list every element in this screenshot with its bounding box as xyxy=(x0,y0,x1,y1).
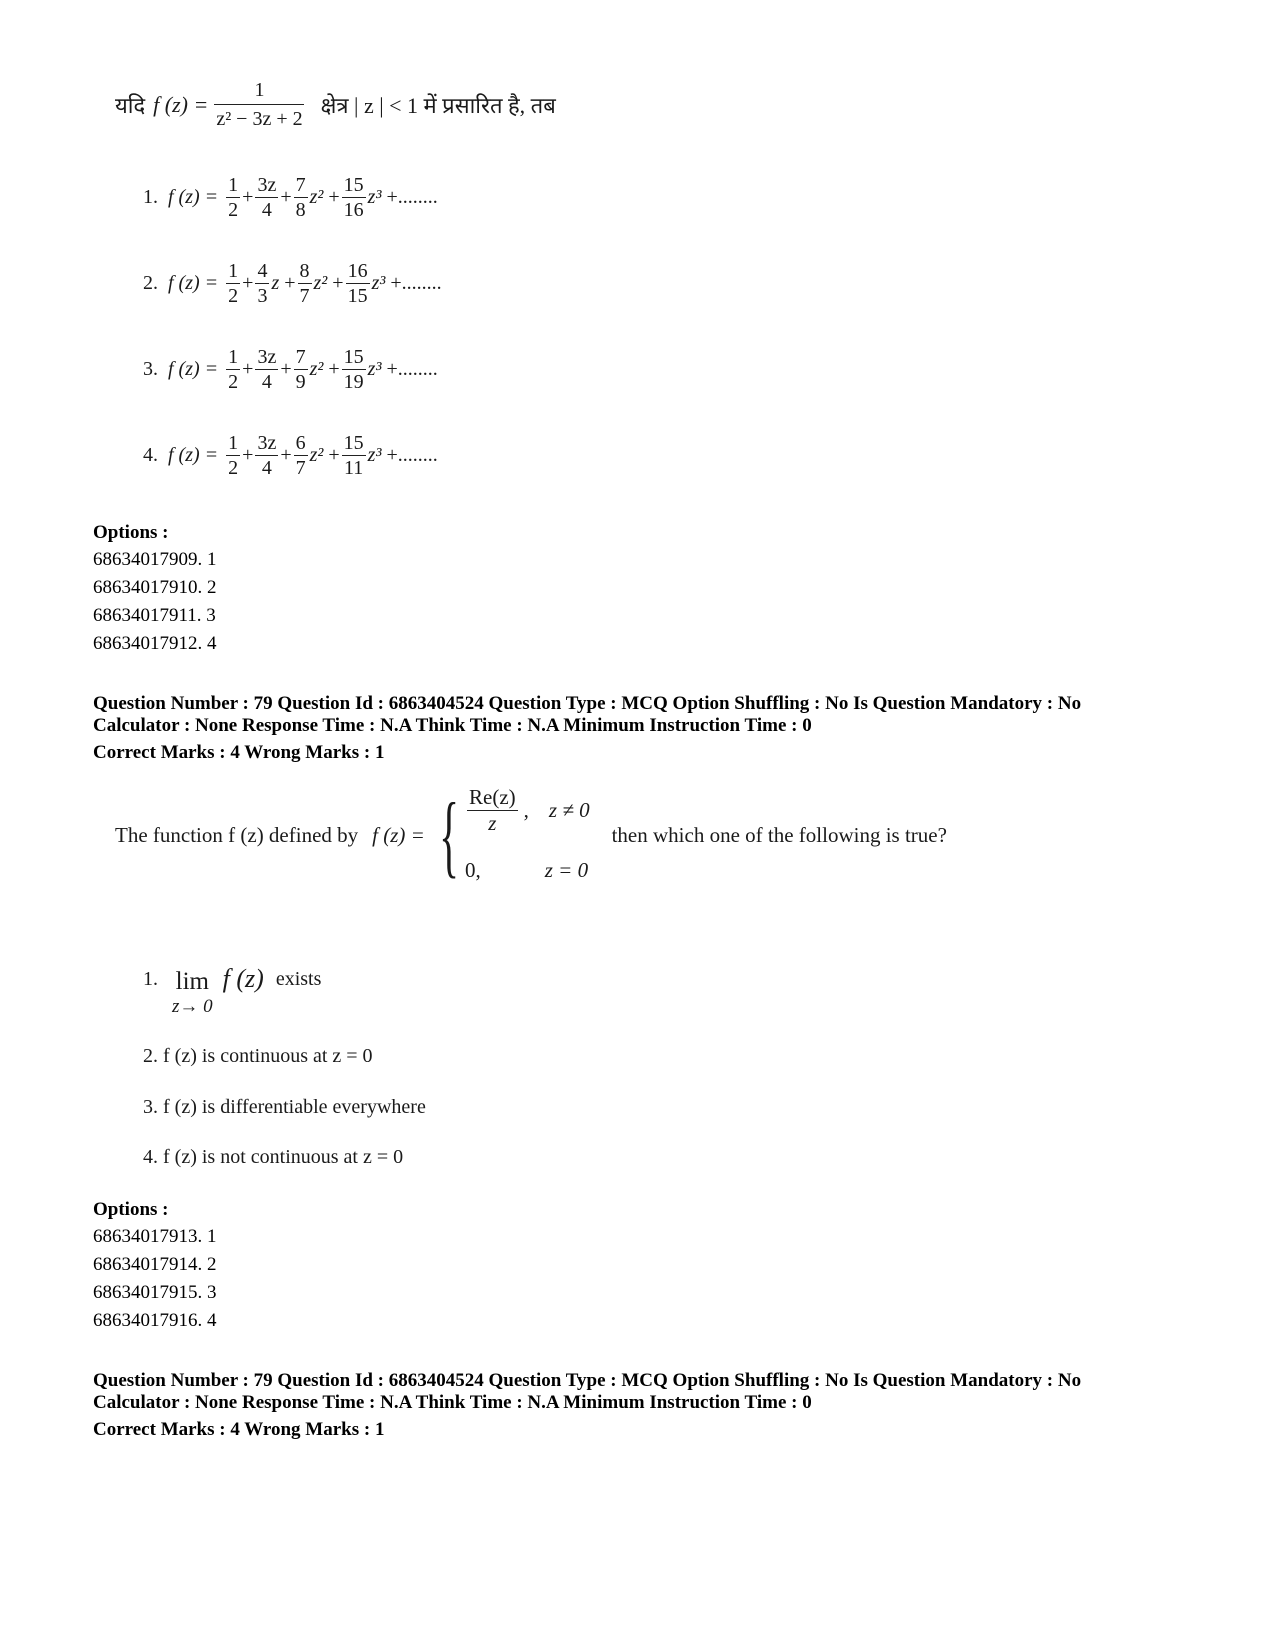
q78-options-list xyxy=(93,546,217,658)
q78-stem-fraction xyxy=(214,80,304,129)
q79-cases: $\frac{Re(z)}{z}$ , z ≠ 0 0, z = 0 xyxy=(465,785,590,882)
choice-label: 1. xyxy=(143,185,158,208)
choice-label: 3. xyxy=(143,357,158,380)
q80-meta-line2: Calculator : None Response Time : N.A Think Time : N.A Minimum Instruction Time : 0 xyxy=(93,1392,812,1413)
left-brace: { xyxy=(438,784,459,886)
q78-stem-denominator: z² − 3z + 2 xyxy=(216,108,303,130)
q79-meta-line3: Correct Marks : 4 Wrong Marks : 1 xyxy=(93,742,385,763)
q79-choice-3: 3. f (z) is differentiable everywhere xyxy=(143,1096,426,1118)
option-item[interactable]: 68634017913. 1 xyxy=(93,1226,217,1247)
q78-choice-1: 1. f (z) = $\frac{1}{2}$ + $\frac{3z}{4}$ + $\frac{7}{8}$ z² + $\frac{15}{16}$ z³ +........ xyxy=(143,173,438,221)
lim-function: f (z) xyxy=(222,964,264,993)
option-item[interactable]: 68634017916. 4 xyxy=(93,1310,217,1331)
q79-choice-2: 2. f (z) is continuous at z = 0 xyxy=(143,1045,373,1067)
q78-choice-2: 2. f (z) = $\frac{1}{2}$ + $\frac{4}{3}$ z + $\frac{8}{7}$ z² + $\frac{16}{15}$ z³ +........ xyxy=(143,259,442,307)
q78-stem-hindi-lead: यदि xyxy=(115,92,146,118)
choice-label: 1. xyxy=(143,967,158,990)
q79-case1-num: Re(z) xyxy=(469,785,516,809)
option-item[interactable]: 68634017915. 3 xyxy=(93,1282,217,1303)
lim-tail: exists xyxy=(275,967,322,990)
q79-options-list xyxy=(93,1223,217,1335)
q78-stem-hindi-tail: क्षेत्र | z | < 1 में प्रसारित है, तब xyxy=(320,92,556,118)
q79-stem-f: f (z) = xyxy=(372,822,425,847)
q79-meta-line2: Calculator : None Response Time : N.A Think Time : N.A Minimum Instruction Time : 0 xyxy=(93,715,812,736)
q78-options-heading: Options : xyxy=(93,522,169,543)
lim-subscript: z→ 0 xyxy=(172,996,213,1017)
lim-label: lim xyxy=(175,968,209,995)
q79-meta-line1: Question Number : 79 Question Id : 6863404524 Question Type : MCQ Option Shuffling : No Is Question Mandatory : No xyxy=(93,693,1082,714)
option-item[interactable]: 68634017911. 3 xyxy=(93,605,216,626)
q79-stem xyxy=(115,780,947,890)
choice-label: 4. xyxy=(143,443,158,466)
q78-stem-numerator: 1 xyxy=(214,80,304,105)
q79-case1-cond: z ≠ 0 xyxy=(548,798,590,822)
q79-case2-val: 0, xyxy=(465,858,481,882)
option-item[interactable]: 68634017910. 2 xyxy=(93,577,217,598)
q79-case2-cond: z = 0 xyxy=(544,858,589,882)
q79-choice-1 xyxy=(143,940,321,1018)
q78-stem-f: f (z) = xyxy=(153,91,209,117)
q78-choices xyxy=(143,168,442,484)
q79-stem-tail: then which one of the following is true? xyxy=(611,822,947,847)
q80-meta-line3: Correct Marks : 4 Wrong Marks : 1 xyxy=(93,1419,385,1440)
option-item[interactable]: 68634017914. 2 xyxy=(93,1254,217,1275)
q79-case1-den: z xyxy=(488,811,497,835)
option-item[interactable]: 68634017909. 1 xyxy=(93,549,217,570)
q78-stem xyxy=(115,80,556,129)
q79-options-heading: Options : xyxy=(93,1199,169,1220)
q79-choice-4: 4. f (z) is not continuous at z = 0 xyxy=(143,1146,404,1168)
q78-choice-4: 4. f (z) = $\frac{1}{2}$ + $\frac{3z}{4}$ + $\frac{6}{7}$ z² + $\frac{15}{11}$ z³ +........ xyxy=(143,431,438,479)
q78-choice-3: 3. f (z) = $\frac{1}{2}$ + $\frac{3z}{4}$ + $\frac{7}{9}$ z² + $\frac{15}{19}$ z³ +........ xyxy=(143,345,438,393)
choice-label: 2. xyxy=(143,271,158,294)
q79-stem-lead: The function f (z) defined by xyxy=(115,822,359,847)
option-item[interactable]: 68634017912. 4 xyxy=(93,633,217,654)
q80-meta-line1: Question Number : 79 Question Id : 6863404524 Question Type : MCQ Option Shuffling : No Is Question Mandatory : No xyxy=(93,1370,1082,1391)
